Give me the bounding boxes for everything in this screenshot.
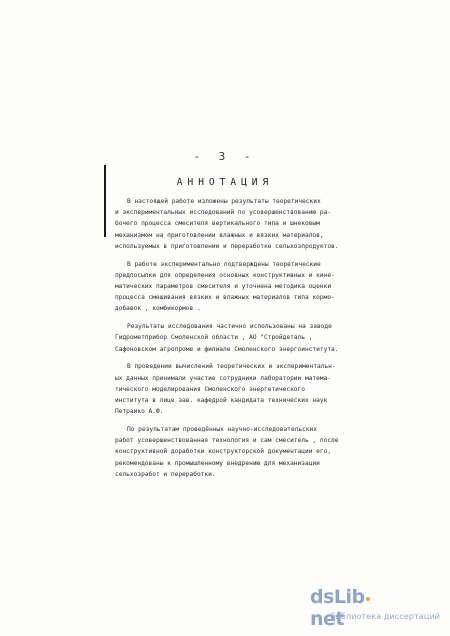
paragraph-1 (115, 196, 365, 252)
text-line: тического моделирования Смоленского энергетического (115, 385, 305, 393)
text-line: По результатам проведённых научно-исследовательских (127, 426, 317, 434)
paragraph-2 (115, 259, 365, 315)
abstract-body (115, 196, 365, 487)
text-line: добавок , комбикормов . (115, 305, 201, 313)
document-title: АННОТАЦИЯ (176, 177, 274, 188)
text-line: предпосылки для определения основных конструктивных и кине- (115, 271, 335, 279)
text-line: В проведении вычислений теоретических и экспериментальн- (127, 363, 336, 371)
text-line: и экспериментальных исследований по усовершенствованию ра- (115, 209, 332, 217)
text-line: В работе экспериментально подтверждены теоретические (127, 260, 321, 268)
watermark-tagline: библиотека диссертаций (330, 611, 440, 621)
text-line: механизмом на приготовлении влажных и вязких материалов, (115, 231, 324, 239)
text-line: Результаты исследования частично использованы на заводе (127, 323, 332, 331)
text-line: матических параметров смесителя и уточнена методика оценки (115, 283, 332, 291)
margin-mark (104, 165, 106, 237)
text-line: работ усовершенствованная технология и сам смеситель , после (115, 437, 339, 445)
page-number: - 3 - (193, 150, 257, 163)
text-line: Петраико А.Ф. (115, 408, 164, 416)
text-line: процесса смешивания вязких и влажных материалов типа кормо- (115, 294, 335, 302)
text-line: Сафоновском агропроме и филиале Смоленского энергоинститута. (115, 345, 339, 353)
text-line: ых данных принимали участие сотрудники лаборатории матема- (115, 374, 332, 382)
text-line: сельхозработ и переработки. (115, 470, 216, 478)
dslib-logo: dsLibnet (310, 586, 392, 630)
text-line: конструктивной доработки конструкторской документации его, (115, 448, 332, 456)
text-line: используемых в приготовлении и переработке сельхозпродуктов. (115, 242, 339, 250)
text-line: института в лице зав. кафедрой кандидата технических наук (115, 397, 328, 405)
text-line: Гидрометприбор Смоленской области , АО "Стройдеталь , (115, 334, 313, 342)
text-line: рекомендованы к промышленному внедрению для механизации (115, 459, 320, 467)
paragraph-5 (115, 424, 365, 480)
paragraph-3 (115, 321, 365, 355)
logo-dot-icon (366, 597, 370, 601)
text-line: бочего процесса смесителя вертикального типа и шнековым (115, 220, 320, 228)
text-line: В настоящей работе изложены результаты теоретических (127, 198, 321, 205)
paragraph-4 (115, 361, 365, 417)
dslib-watermark (310, 586, 440, 630)
